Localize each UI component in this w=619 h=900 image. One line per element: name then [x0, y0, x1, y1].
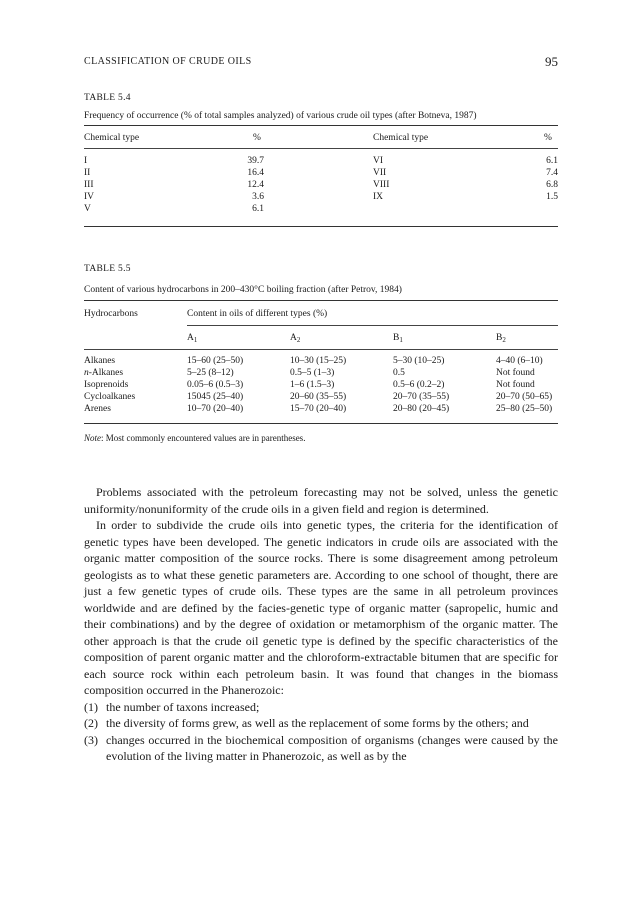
table-5-5-cell: 15–70 (20–40): [290, 404, 347, 414]
table-5-5-cell: 5–25 (8–12): [187, 368, 234, 378]
table-5-5-cell: 20–70 (35–55): [393, 392, 450, 402]
table-5-4-row-pct: 7.4: [546, 168, 558, 178]
table-5-5-cell: 0.5: [393, 368, 405, 378]
table-5-5-label: TABLE 5.5: [84, 264, 131, 274]
table-5-5-header-rule: [84, 349, 558, 350]
table-5-5-cell: 25–80 (25–50): [496, 404, 553, 414]
table-5-4-row-type: IX: [373, 192, 384, 202]
table-5-5-cell: 20–60 (35–55): [290, 392, 347, 402]
table-5-4-header-rule: [84, 148, 558, 149]
paragraph: Problems associated with the petroleum forecasting may not be solved, unless the genetic uniformity/nonuniformity of the crude oils in a given field and region is determined.: [84, 485, 558, 516]
table-5-5-cell: 15–60 (25–50): [187, 356, 244, 366]
table-5-5-cell: Not found: [496, 380, 535, 390]
table-5-5-cell: Not found: [496, 368, 535, 378]
table-5-5-note: Note: Most commonly encountered values are in parentheses.: [84, 433, 306, 443]
table-5-4-header-type-left: Chemical type: [84, 133, 140, 143]
table-5-5-header-content: Content in oils of different types (%): [187, 309, 328, 319]
running-head: [84, 56, 558, 70]
table-5-5-cell: 20–70 (50–65): [496, 392, 553, 402]
table-5-5-header-hydrocarbons: Hydrocarbons: [84, 309, 138, 319]
table-5-5-type-header: $A_2$: [290, 333, 301, 344]
table-5-5-cell: 20–80 (20–45): [393, 404, 450, 414]
table-5-4-caption: Frequency of occurrence (% of total samples analyzed) of various crude oil types (after Botneva, 1987): [84, 111, 477, 121]
list-item: (2) the diversity of forms grew, as well as the replacement of some forms by the others; and: [84, 716, 529, 730]
table-5-4-row-type: VII: [373, 168, 387, 178]
body-text: [84, 484, 558, 765]
table-5-5-row-name: n-Alkanes: [84, 368, 124, 378]
table-5-5-row-name: Isoprenoids: [84, 380, 129, 390]
table-5-5-row-name: Arenes: [84, 404, 111, 414]
table-5-5-top-rule: [84, 300, 558, 301]
table-5-5-row-name: Alkanes: [84, 356, 116, 366]
table-5-4-row-type: VI: [373, 156, 384, 166]
table-5-5-cell: 0.5–6 (0.2–2): [393, 380, 445, 390]
table-5-4-row-type: IV: [84, 192, 95, 202]
table-5-5-cell: 10–30 (15–25): [290, 356, 347, 366]
table-5-4-label: TABLE 5.4: [84, 93, 131, 103]
page-number: 95: [545, 54, 558, 69]
table-5-5-type-header: $B_1$: [393, 333, 403, 344]
table-5-4-header-pct-left: %: [253, 133, 261, 143]
table-5-5-bottom-rule: [84, 423, 558, 424]
table-5-4-row-pct: 39.7: [247, 156, 264, 166]
table-5-5-cell: 0.05–6 (0.5–3): [187, 380, 244, 390]
table-5-5-cell: 1–6 (1.5–3): [290, 380, 335, 390]
table-5-5-cell: 10–70 (20–40): [187, 404, 244, 414]
paragraph: In order to subdivide the crude oils into genetic types, the criteria for the identification of genetic types have been developed. The genetic indicators in crude oils are associated with the organic matter composition of the source rocks. There is some disagreement among petroleum geologists as to what these genetic parameters are. According to one school of thought, there are just a few genetic types of crude oils. These types are the same in all petroleum provinces worldwide and are defined by the facies-genetic type of organic matter (sapropelic, humic and their combinations) and by the degree of oxidation or metamorphism of the organic matter. The other approach is that the crude oil genetic type is defined by the specific characteristics of the composition of parent organic matter and the chloroform-extractable bitumen that are specific for each source rock within each petroleum basin. It was found that changes in the biomass composition occurred in the Phanerozoic:: [84, 518, 558, 697]
table-5-4-header-pct-right: %: [544, 133, 552, 143]
table-5-4-row-type: I: [84, 156, 88, 166]
table-5-5-type-header: $B_2$: [496, 333, 506, 344]
list-item: (1) the number of taxons increased;: [84, 699, 260, 714]
table-5-4-row-pct: 3.6: [252, 192, 264, 202]
table-5-4-row-pct: 6.8: [546, 180, 558, 190]
table-5-4-top-rule: [84, 125, 558, 126]
table-5-4-row-pct: 12.4: [247, 180, 264, 190]
table-5-4-row-pct: 1.5: [546, 192, 558, 202]
table-5-5-cell: 15045 (25–40): [187, 392, 244, 402]
table-5-4-row-type: II: [84, 168, 91, 178]
table-5-4-row-pct: 6.1: [252, 204, 264, 214]
table-5-4-row-type: VIII: [373, 180, 390, 190]
running-head-title: CLASSIFICATION OF CRUDE OILS: [84, 56, 252, 67]
table-5-5-type-header: $A_1$: [187, 333, 198, 344]
table-5-5-row-name: Cycloalkanes: [84, 392, 136, 402]
table-5-5-cell: 4–40 (6–10): [496, 356, 543, 366]
table-5-4-row-pct: 6.1: [546, 156, 558, 166]
table-5-5-caption: Content of various hydrocarbons in 200–430°C boiling fraction (after Petrov, 1984): [84, 285, 402, 295]
table-5-4-row-type: III: [84, 180, 94, 190]
table-5-5-spanner-rule: [187, 325, 558, 326]
table-5-4-row-pct: 16.4: [247, 168, 264, 178]
table-5-5-cell: 5–30 (10–25): [393, 356, 445, 366]
list-item: (3) changes occurred in the biochemical composition of organisms (changes were caused by the evolution of the living matter in Phanerozoic, as well as by the: [84, 732, 558, 763]
table-5-4-bottom-rule: [84, 226, 558, 227]
table-5-4-row-type: V: [84, 204, 91, 214]
table-5-4-header-type-right: Chemical type: [373, 133, 429, 143]
table-5-5-cell: 0.5–5 (1–3): [290, 368, 335, 378]
